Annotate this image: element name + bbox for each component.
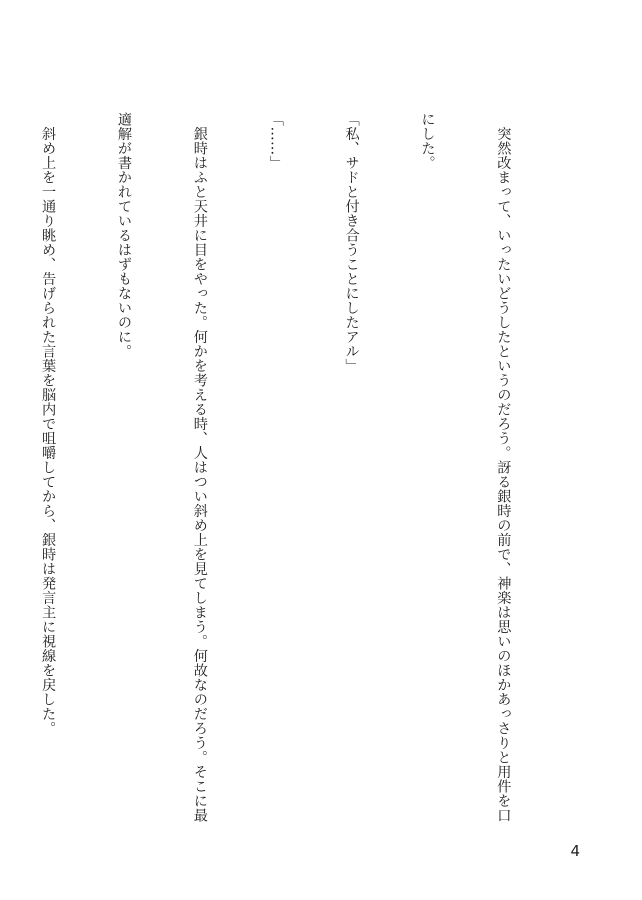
text-line: 銀時はふと天井に目をやった。何かを考える時、人はつい斜め上を見てしまう。何故なのだろう。そこに最 — [191, 112, 208, 823]
text-line: 「……」 — [267, 112, 284, 170]
text-line: 突然改まって、いったいどうしたというのだろう。訝る銀時の前で、神楽は思いのほかあっさりと用件を口 — [495, 112, 512, 823]
text-line: 「私、サドと付き合うことにしたアル」 — [343, 112, 360, 373]
vertical-text-block — [0, 112, 566, 832]
text-line: 適解が書かれているはずもないのに。 — [115, 112, 132, 359]
text-line: にした。 — [419, 112, 436, 170]
page-number: 4 — [570, 842, 580, 860]
text-line: 斜め上を一通り眺め、告げられた言葉を脳内で咀嚼してから、銀時は発言主に視線を戻した。 — [40, 112, 57, 736]
